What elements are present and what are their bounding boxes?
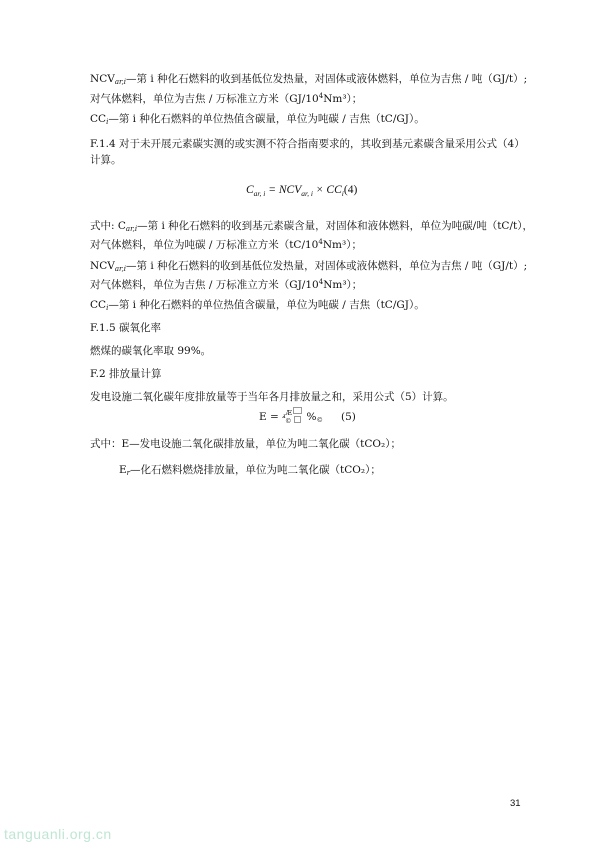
cc-symbol: CC [90, 113, 107, 125]
c-subscript: ar,i [125, 225, 138, 233]
formula5-glyph: ⅎ [282, 412, 286, 420]
formula5-glyph: © [316, 416, 323, 424]
heading-f2: F.2 排放量计算 [90, 368, 162, 380]
formula-ncv: = NCV [265, 184, 302, 196]
er-definition [119, 463, 381, 480]
ncv-subscript: ar,i [114, 265, 127, 273]
formula5-glyph: Æ [285, 409, 292, 417]
annual-emission-text: 发电设施二氧化碳年度排放量等于当年各月排放量之和，采用公式（5）计算。 [90, 391, 454, 403]
formula-lhs-subscript: ar, i [253, 189, 266, 198]
c-definition-text: —第 i 种化石燃料的收到基元素碳含量，对固体和液体燃料，单位为吨碳/吨（tC/t）， [137, 220, 533, 232]
ncv-gas-unit-text: 对气体燃料，单位为吉焦 / 万标准立方米（GJ/10 [90, 93, 319, 105]
formula5-glyph: © [285, 417, 292, 425]
ncv-symbol: NCV [90, 260, 115, 272]
c-definition-line-2 [90, 235, 362, 252]
heading-f15: F.1.5 碳氧化率 [90, 322, 162, 334]
er-definition-text: —化石燃料燃烧排放量，单位为吨二氧化碳（tCO₂）； [130, 464, 381, 476]
formula-5 [259, 411, 356, 423]
formula-cc-subscript: i [341, 189, 344, 198]
missing-glyph-box [294, 416, 301, 423]
formula-ncv-subscript: ar, i [301, 189, 313, 198]
ncv-gas-unit-text: 对气体燃料，单位为吉焦 / 万标准立方米（GJ/10 [90, 279, 319, 291]
cc-definition [90, 112, 425, 129]
formula5-lhs: E = [259, 411, 283, 423]
er-subscript: r [126, 469, 131, 477]
cc-subscript: i [106, 118, 109, 126]
ncv-definition-2-line-1 [90, 259, 527, 276]
formula-number: (4) [343, 184, 358, 196]
e-definition: 式中：E—发电设施二氧化碳排放量，单位为吨二氧化碳（tCO₂）； [90, 438, 401, 450]
cc-subscript: i [106, 304, 109, 312]
ncv-definition-text: —第 i 种化石燃料的收到基低位发热量，对固体或液体燃料，单位为吉焦 / 吨（GJ/t）; [126, 73, 528, 85]
formula-number: (5) [340, 411, 356, 423]
superscript: 4 [318, 238, 323, 246]
unit-suffix: Nm³）； [322, 239, 362, 251]
formula5-glyph: % [306, 411, 317, 423]
missing-glyph-box [293, 407, 302, 414]
cc-definition-text: —第 i 种化石燃料的单位热值含碳量，单位为吨碳 / 吉焦（tC/GJ）。 [108, 299, 425, 311]
formula-4 [246, 184, 357, 198]
formula-cc: × CC [312, 184, 342, 196]
ncv-subscript: ar,i [114, 78, 127, 86]
ncv-definition-2-line-2 [90, 275, 362, 292]
cc-definition-2 [90, 298, 425, 315]
section-f14-line-1: F.1.4 对于未开展元素碳实测的或实测不符合指南要求的，其收到基元素碳含量采用公式（4） [90, 138, 525, 150]
ncv-symbol: NCV [90, 73, 115, 85]
ncv-definition-text: —第 i 种化石燃料的收到基低位发热量，对固体或液体燃料，单位为吉焦 / 吨（GJ/t）; [126, 260, 528, 272]
watermark: tanguanli.org.cn [4, 826, 112, 842]
oxidation-rate-text: 燃煤的碳氧化率取 99%。 [90, 345, 212, 357]
c-gas-unit-text: 对气体燃料，单位为吨碳 / 万标准立方米（tC/10 [90, 239, 319, 251]
section-f14-line-2: 计算。 [90, 154, 122, 166]
page-number: 31 [510, 798, 521, 809]
c-symbol: 式中: C [90, 220, 126, 232]
cc-definition-text: —第 i 种化石燃料的单位热值含碳量，单位为吨碳 / 吉焦（tC/GJ）。 [108, 113, 425, 125]
ncv-definition-line-1 [90, 72, 527, 89]
superscript: 4 [318, 92, 324, 100]
ncv-definition-line-2 [90, 89, 362, 106]
unit-suffix: Nm³）； [323, 279, 363, 291]
formula-lhs: C [246, 184, 254, 196]
er-symbol: E [119, 464, 127, 476]
c-definition-line-1 [90, 219, 533, 236]
unit-suffix: Nm³）； [323, 93, 363, 105]
cc-symbol: CC [90, 299, 107, 311]
superscript: 4 [318, 278, 324, 286]
